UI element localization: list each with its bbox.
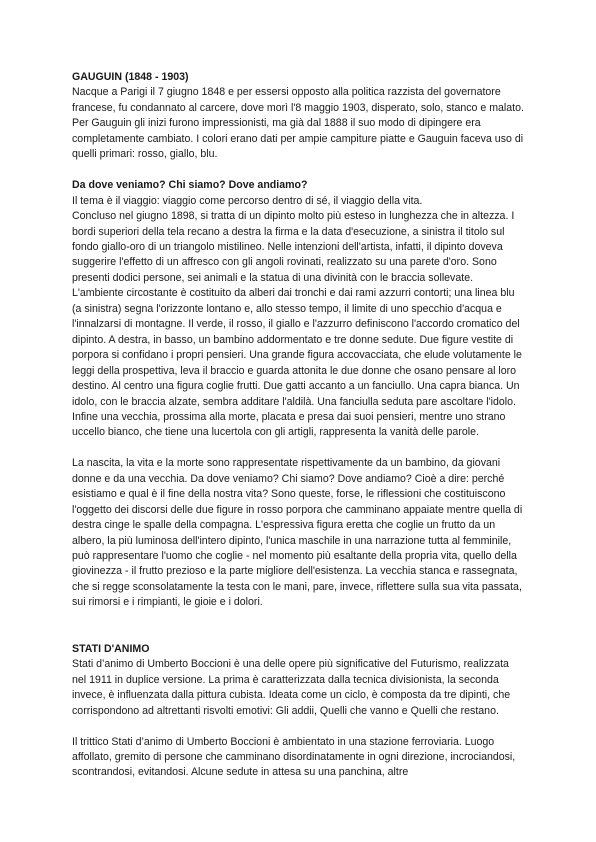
stati-description: Il trittico Stati d’animo di Umberto Boccioni è ambientato in una stazione ferroviaria. Luogo affollato, gremito di persone che camminano disordinatamente in ogni direzione, incrociandosi, scontrandosi, evitandosi. Alcune sedute in attesa su una panchina, altre bbox=[72, 735, 516, 779]
spacer bbox=[72, 163, 524, 178]
painting-interpretation: La nascita, la vita e la morte sono rappresentate rispettivamente da un bambino, da giovani donne e da una vecchia. Da dove veniamo? Chi siamo? Dove andiamo? Cioè a dire: perché esistiamo e qual è il fine della nostra vita? Sono queste, forse, le riflessioni che costituiscono l'oggetto dei discorsi delle due figure in rosso porpora che camminano appaiate mentre quella di destra cinge le spalle della compagna. L'espressiva figura eretta che coglie un frutto da un albero, la più luminosa dell'intero dipinto, l'unica maschile in una narrazione tutta al femminile, può rappresentare l'uomo che coglie - nel momento più esaltante della propria vita, quello della giovinezza - il frutto prezioso e la parte migliore dell'esistenza. La vecchia stanca e rassegnata, che si regge sconsolatamente la testa con le mani, pare, invece, riflettere sulla sua vita passata, sui rimorsi e i rimpianti, le gioie e i dolori. bbox=[72, 457, 523, 609]
painting-description: Concluso nel giugno 1898, si tratta di un dipinto molto più esteso in lunghezza che in altezza. I bordi superiori della tela recano a destra la firma e la data d'esecuzione, a sinistra il titolo sul fondo giallo-oro di un triangolo mistilineo. Nelle intenzioni dell'artista, infatti, il dipinto doveva suggerire l'effetto di un affresco con gli angoli rovinati, realizzato su una parete d'oro. Sono presenti dodici persone, sei animali e la statua di una divinità con le braccia sollevate. L'ambiente circostante è costituito da alberi dai tronchi e dai rami azzurri contorti; una linea blu (a sinistra) segna l'orizzonte lontano e, allo stesso tempo, il limite di uno specchio d'acqua e l'innalzarsi di montagne. Il verde, il rosso, il giallo e l'azzurro definiscono l'accordo cromatico del dipinto. A destra, in basso, un bambino addormentato e tre donne sedute. Due figure vestite di porpora si confidano i propri pensieri. Una grande figura accovacciata, che elude volutamente le leggi della prospettiva, leva il braccio e guarda attonita le due donne che osano pensare al loro destino. Al centro una figura coglie frutti. Due gatti accanto a un fanciullo. Una capra bianca. Un idolo, con le braccia alzate, sembra additare l'aldilà. Una fanciulla seduta pare ascoltare l'idolo. Infine una vecchia, prossima alla morte, placata e presa dai suoi pensieri, mentre uno strano uccello bianco, che tiene una lucertola con gli artigli, rappresenta la vanità delle parole. bbox=[72, 210, 522, 439]
stati-title: STATI D'ANIMO bbox=[72, 642, 150, 655]
painting-theme-line: Il tema è il viaggio: viaggio come percorso dentro di sé, il viaggio della vita. bbox=[72, 194, 423, 207]
painting-title: Da dove veniamo? Chi siamo? Dove andiamo? bbox=[72, 179, 308, 192]
gauguin-intro: Nacque a Parigi il 7 giugno 1848 e per essersi opposto alla politica razzista del governatore francese, fu condannato al carcere, dove morì l'8 maggio 1903, disperato, solo, stanco e malato. Per Gauguin gli inizi furono impressionisti, ma già dal 1888 il suo modo di dipingere era completamente cambiato. I colori erano dati per ampie campiture piatte e Gauguin faceva uso di quelli primari: rosso, giallo, blu. bbox=[72, 86, 524, 161]
document-page bbox=[72, 70, 524, 781]
spacer bbox=[72, 441, 524, 456]
spacer bbox=[72, 719, 524, 734]
stati-intro: Stati d’animo di Umberto Boccioni è una delle opere più significative del Futurismo, realizzata nel 1911 in duplice versione. La prima è caratterizzata dalla tecnica divisionista, la seconda invece, è influenzata dalla pittura cubista. Ideata come un ciclo, è composta da tre dipinti, che corrispondono ad altrettanti risvolti emotivi: Gli addii, Quelli che vanno e Quelli che restano. bbox=[72, 658, 511, 717]
gauguin-title: GAUGUIN (1848 - 1903) bbox=[72, 71, 189, 83]
spacer bbox=[72, 611, 524, 642]
